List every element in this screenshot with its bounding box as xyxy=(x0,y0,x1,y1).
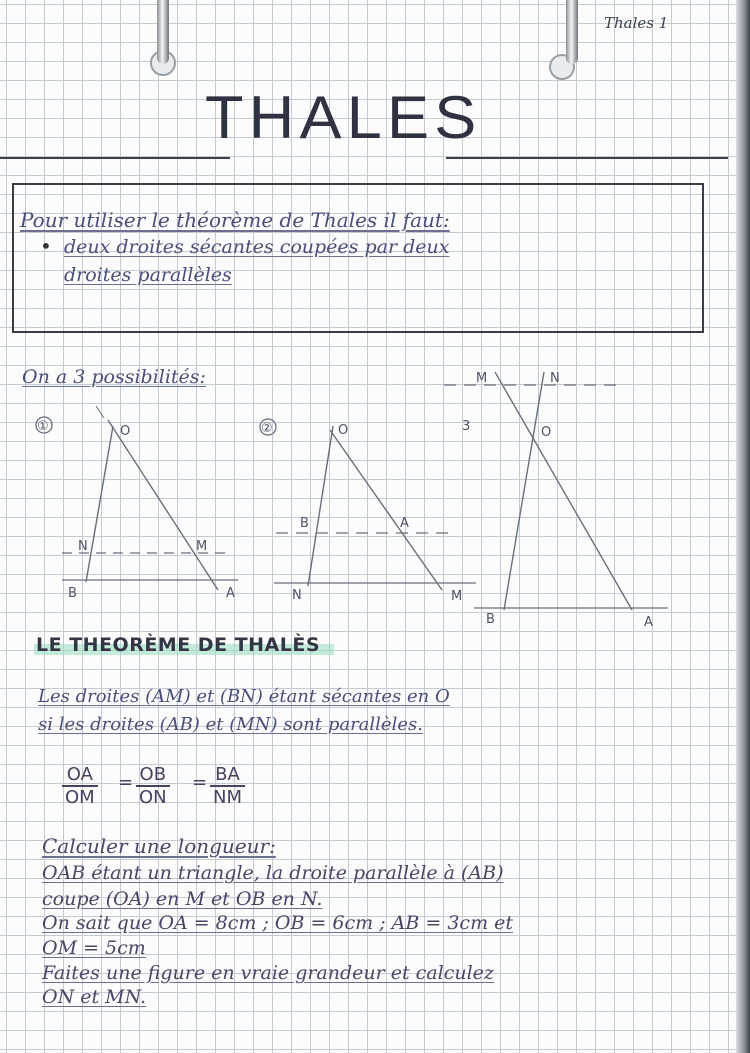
figure-2-label-B: B xyxy=(300,516,309,531)
figure-2-label-O: O xyxy=(338,423,349,438)
figure-1-label-N: N xyxy=(78,539,88,554)
figure-2-label-A: A xyxy=(400,516,409,531)
exercise-line5: Faites une figure en vraie grandeur et calculez xyxy=(42,962,494,984)
figure-1-line-OA xyxy=(108,420,218,590)
exercise-line1: OAB étant un triangle, la droite parallèle à (AB) xyxy=(42,862,504,884)
condition-line: Pour utiliser le théorème de Thales il faut: xyxy=(20,208,450,232)
ratio-2-numerator: OB xyxy=(136,764,170,787)
ratio-oa-om xyxy=(62,764,98,808)
figure-1-label-B: B xyxy=(68,586,77,601)
ratio-3-denominator: NM xyxy=(213,787,242,808)
figure-3-label-A: A xyxy=(644,615,653,630)
exercise-title: Calculer une longueur: xyxy=(42,834,276,858)
figure-2 xyxy=(260,419,476,590)
figure-2-number: ② xyxy=(261,421,273,436)
theorem-heading: LE THEORÈME DE THALÈS xyxy=(34,634,334,656)
equals-sign-2: = xyxy=(192,772,208,793)
figure-3-label-O: O xyxy=(541,425,552,440)
figure-3-line-NB xyxy=(504,372,544,610)
figure-3-label-N: N xyxy=(550,371,560,386)
page-corner-note: Thales 1 xyxy=(604,14,669,32)
figure-3 xyxy=(444,372,668,610)
bullet-dot: • xyxy=(40,234,52,258)
exercise-line3: On sait que OA = 8cm ; OB = 6cm ; AB = 3cm et xyxy=(42,912,514,934)
figure-2-label-N: N xyxy=(292,588,302,603)
figure-3-label-B: B xyxy=(486,612,495,627)
figure-3-line-MA xyxy=(495,372,632,610)
figure-2-line-OM xyxy=(330,430,442,590)
figure-1 xyxy=(36,406,238,590)
figure-2-label-M: M xyxy=(451,589,463,604)
exercise-line2: coupe (OA) en M et OB en N. xyxy=(42,888,323,910)
ratio-3-numerator: BA xyxy=(210,764,245,787)
ratio-1-denominator: OM xyxy=(65,787,95,808)
figure-1-line-OB xyxy=(86,426,113,582)
figure-1-label-M: M xyxy=(196,539,208,554)
possibilities-label: On a 3 possibilités: xyxy=(22,366,206,388)
ratio-1-numerator: OA xyxy=(62,764,98,787)
exercise-line6: ON et MN. xyxy=(42,986,147,1008)
ratio-ba-nm xyxy=(210,764,245,808)
figure-1-tick xyxy=(96,406,104,418)
ratio-ob-on xyxy=(136,764,170,808)
theorem-line1: Les droites (AM) et (BN) étant sécantes en O xyxy=(38,686,450,707)
ratio-2-denominator: ON xyxy=(139,787,167,808)
figure-1-label-A: A xyxy=(226,586,235,601)
condition-bullet-line2: droites parallèles xyxy=(64,264,232,286)
figure-2-line-ON xyxy=(308,426,333,586)
figure-1-label-O: O xyxy=(120,424,131,439)
figure-3-number: 3 xyxy=(462,419,471,434)
condition-bullet-line1: deux droites sécantes coupées par deux xyxy=(64,236,450,258)
page-title: THALES xyxy=(205,84,482,151)
equals-sign-1: = xyxy=(118,772,134,793)
exercise-line4: OM = 5cm xyxy=(42,937,146,959)
theorem-line2: si les droites (AB) et (MN) sont parallèles. xyxy=(38,714,423,735)
figure-1-number: ① xyxy=(37,419,49,434)
figure-3-label-M: M xyxy=(476,371,488,386)
